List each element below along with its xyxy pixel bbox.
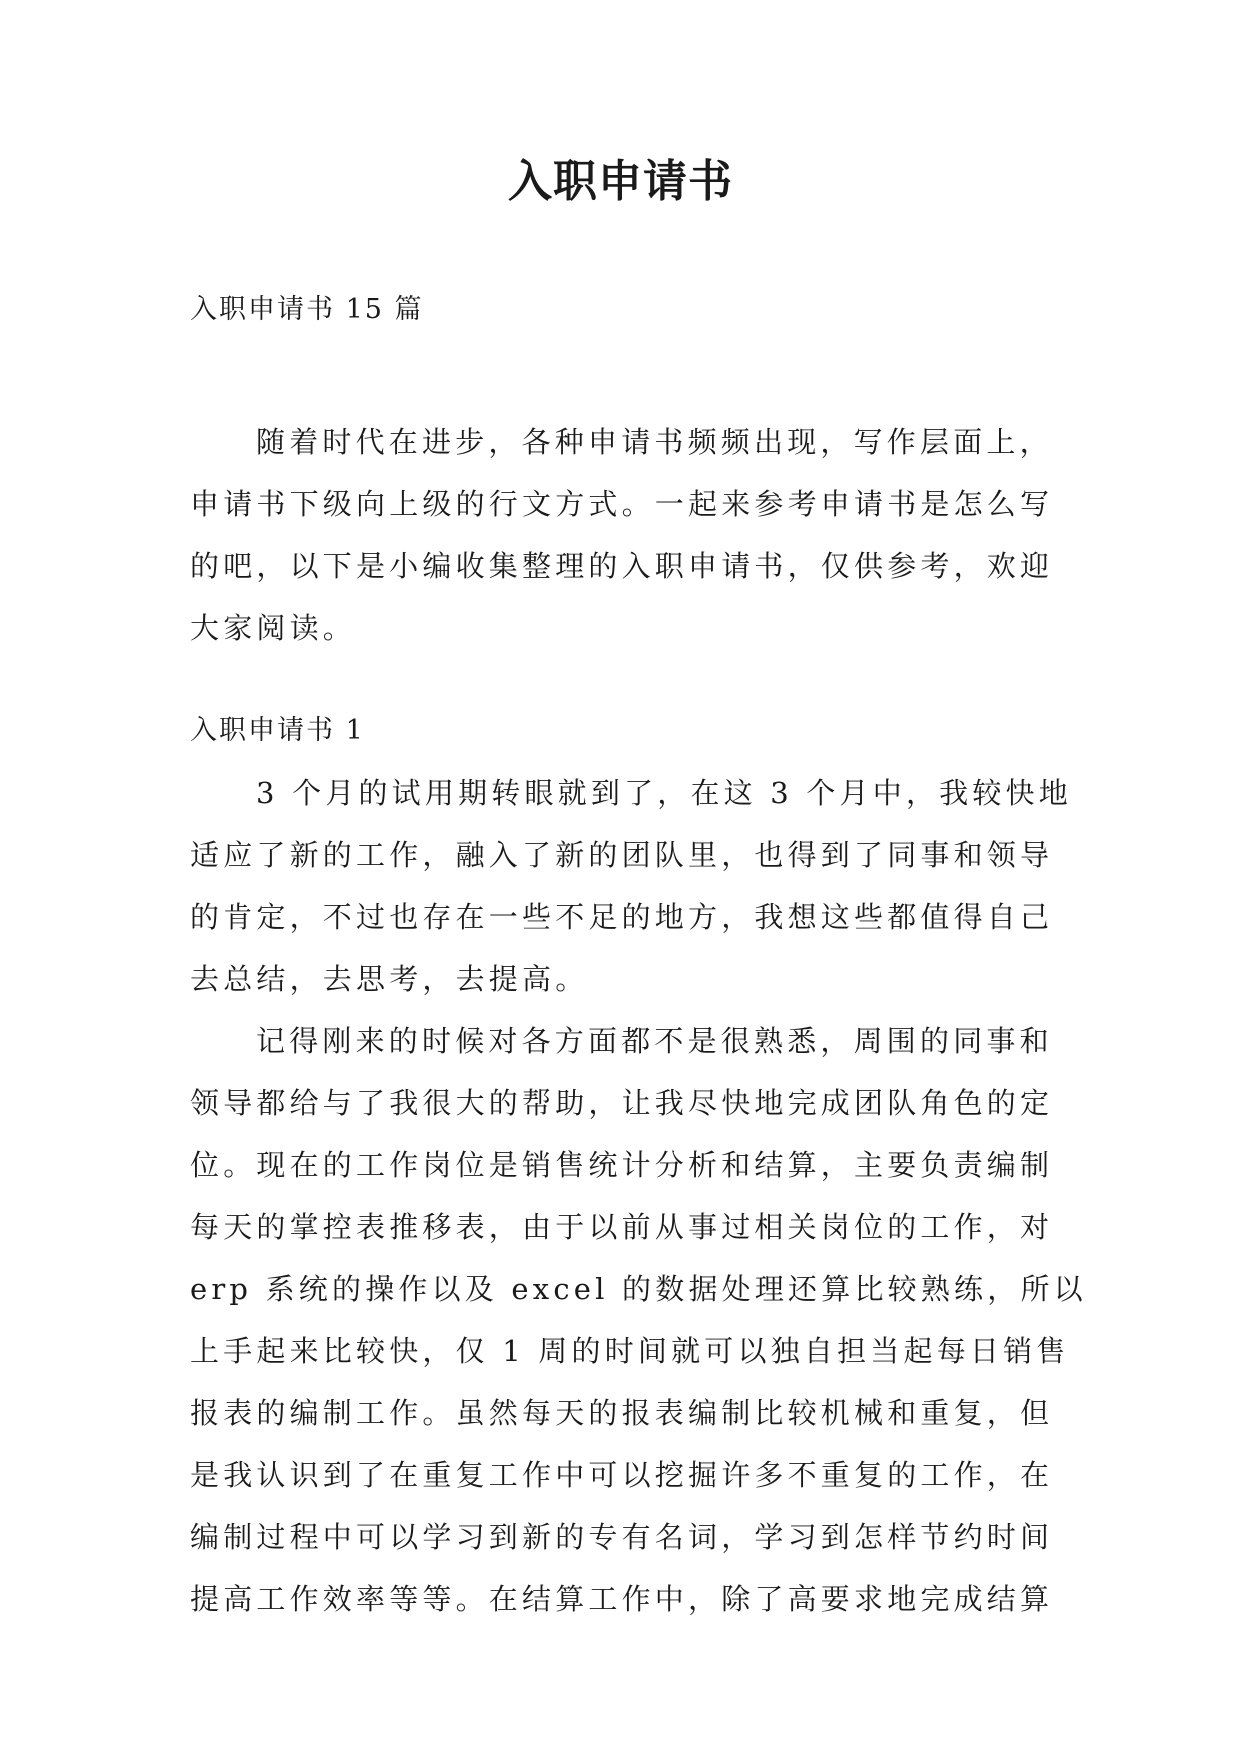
section-heading: 入职申请书 1 [190, 715, 365, 746]
paragraph-1 [190, 762, 1070, 1010]
text-line: 编制过程中可以学习到新的专有名词，学习到怎样节约时间 [190, 1520, 1054, 1554]
text-line: 上手起来比较快，仅 1 周的时间就可以独自担当起每日销售 [190, 1334, 1070, 1368]
text-line: 的吧，以下是小编收集整理的入职申请书，仅供参考，欢迎 [190, 549, 1054, 583]
section-1 [190, 700, 1087, 1630]
text-line: 的肯定，不过也存在一些不足的地方，我想这些都值得自己 [190, 900, 1054, 934]
text-line: 适应了新的工作，融入了新的团队里，也得到了同事和领导 [190, 838, 1054, 872]
document-title: 入职申请书 [508, 156, 733, 207]
intro-paragraph [190, 411, 1070, 659]
text-line: 记得刚来的时候对各方面都不是很熟悉，周围的同事和 [256, 1024, 1053, 1058]
text-line: 提高工作效率等等。在结算工作中，除了高要求地完成结算 [190, 1582, 1054, 1616]
text-line: 大家阅读。 [190, 611, 357, 645]
text-line: 位。现在的工作岗位是销售统计分析和结算，主要负责编制 [190, 1148, 1054, 1182]
text-line: erp 系统的操作以及 excel 的数据处理还算比较熟练，所以 [190, 1272, 1087, 1306]
text-line: 去总结，去思考，去提高。 [190, 962, 589, 996]
text-line: 3 个月的试用期转眼就到了，在这 3 个月中，我较快地 [256, 776, 1072, 810]
text-line: 每天的掌控表推移表，由于以前从事过相关岗位的工作，对 [190, 1210, 1054, 1244]
text-line: 随着时代在进步，各种申请书频频出现，写作层面上， [256, 425, 1053, 459]
text-line: 领导都给与了我很大的帮助，让我尽快地完成团队角色的定 [190, 1086, 1054, 1120]
text-line: 是我认识到了在重复工作中可以挖掘许多不重复的工作，在 [190, 1458, 1054, 1492]
paragraph-2 [190, 1010, 1087, 1630]
document-subtitle: 入职申请书 15 篇 [190, 294, 424, 325]
text-line: 申请书下级向上级的行文方式。一起来参考申请书是怎么写 [190, 487, 1054, 521]
text-line: 报表的编制工作。虽然每天的报表编制比较机械和重复，但 [190, 1396, 1054, 1430]
